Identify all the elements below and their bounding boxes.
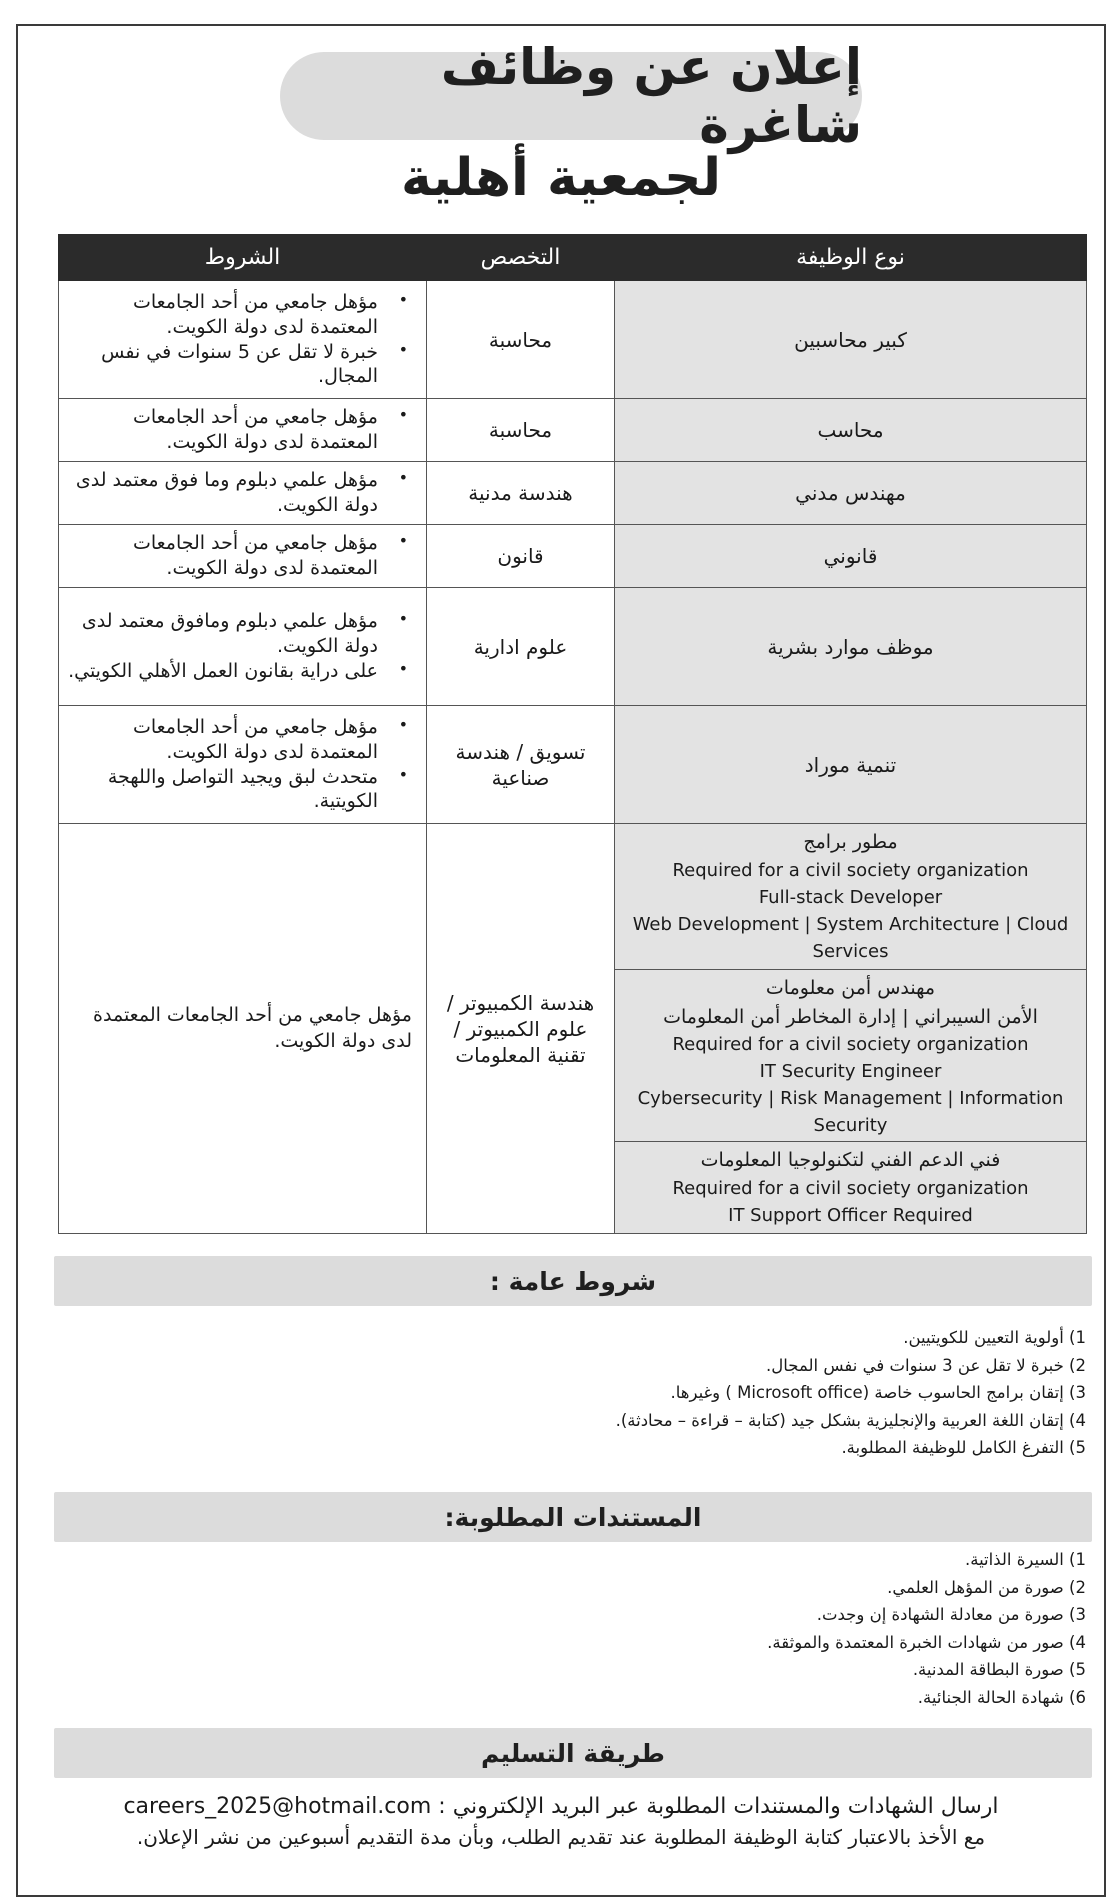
- required-documents-title: المستندات المطلوبة:: [54, 1492, 1092, 1542]
- job-conditions: [59, 462, 427, 525]
- list-item: 2) صورة من المؤهل العلمي.: [887, 1577, 1086, 1597]
- job-conditions: مؤهل جامعي من أحد الجامعات المعتمدة لدى دولة الكويت.: [59, 824, 427, 1234]
- job-conditions: [59, 399, 427, 462]
- job-conditions: [59, 588, 427, 706]
- it-job-developer: مطور برامج Required for a civil society organization Full-stack Developer Web Development | System Architecture | Cloud Services: [615, 824, 1086, 970]
- list-item: 5) التفرغ الكامل للوظيفة المطلوبة.: [841, 1438, 1086, 1457]
- table-row: [59, 462, 1087, 525]
- it-job-security-engineer: مهندس أمن معلومات الأمن السيبراني | إدارة المخاطر أمن المعلومات Required for a civil society organization IT Security Engineer Cybersecurity | Risk Management | Information Security: [615, 970, 1086, 1142]
- job-specialization: علوم ادارية: [427, 588, 615, 706]
- job-specialization: هندسة مدنية: [427, 462, 615, 525]
- table-row: [59, 588, 1087, 706]
- list-item: 6) شهادة الحالة الجنائية.: [917, 1687, 1086, 1707]
- list-item: 3) إتقان برامج الحاسوب خاصة (Microsoft office ) وغيرها.: [670, 1383, 1086, 1402]
- condition-item: • على دراية بقانون العمل الأهلي الكويتي.: [65, 659, 412, 684]
- job-title: تنمية موراد: [615, 706, 1087, 824]
- list-item: 2) خبرة لا تقل عن 3 سنوات في نفس المجال.: [766, 1355, 1086, 1375]
- condition-item: • مؤهل علمي دبلوم ومافوق معتمد لدى دولة الكويت.: [65, 609, 412, 658]
- general-conditions-title: شروط عامة :: [54, 1256, 1092, 1306]
- header-conditions: الشروط: [59, 235, 427, 281]
- list-item: 4) إتقان اللغة العربية والإنجليزية بشكل جيد (كتابة – قراءة – محادثة).: [615, 1410, 1086, 1430]
- contact-email: careers_2025@hotmail.com: [123, 1794, 432, 1819]
- delivery-instructions: [58, 1792, 1064, 1852]
- condition-item: • مؤهل جامعي من أحد الجامعات المعتمدة لدى دولة الكويت.: [65, 290, 412, 339]
- job-specialization: هندسة الكمبيوتر / علوم الكمبيوتر / تقنية المعلومات: [427, 824, 615, 1234]
- job-specialization: محاسبة: [427, 399, 615, 462]
- condition-item: • مؤهل جامعي من أحد الجامعات المعتمدة لدى دولة الكويت.: [65, 531, 412, 580]
- job-specialization: قانون: [427, 525, 615, 588]
- table-row: [59, 281, 1087, 399]
- required-documents-list: [767, 1546, 1086, 1711]
- advertisement-frame: [16, 24, 1106, 1897]
- list-item: 5) صورة البطاقة المدنية.: [912, 1660, 1086, 1679]
- delivery-method-title: طريقة التسليم: [54, 1728, 1092, 1778]
- job-title: قانوني: [615, 525, 1087, 588]
- condition-item: • مؤهل جامعي من أحد الجامعات المعتمدة لدى دولة الكويت.: [65, 405, 412, 454]
- it-job-support-officer: فني الدعم الفني لتكنولوجيا المعلومات Required for a civil society organization IT Support Officer Required: [672, 1149, 1029, 1226]
- list-item: 1) السيرة الذاتية.: [964, 1550, 1086, 1569]
- table-header-row: [59, 235, 1087, 281]
- job-conditions: [59, 706, 427, 824]
- list-item: 1) أولوية التعيين للكويتيين.: [903, 1328, 1086, 1347]
- job-conditions: [59, 525, 427, 588]
- jobs-table: [58, 234, 1087, 1234]
- table-row: [59, 399, 1087, 462]
- job-title: مهندس مدني: [615, 462, 1087, 525]
- header-job-type: نوع الوظيفة: [615, 235, 1087, 281]
- header-specialization: التخصص: [427, 235, 615, 281]
- condition-item: • مؤهل علمي دبلوم وما فوق معتمد لدى دولة الكويت.: [65, 468, 412, 517]
- condition-item: • خبرة لا تقل عن 5 سنوات في نفس المجال.: [65, 340, 412, 389]
- job-title: موظف موارد بشرية: [615, 588, 1087, 706]
- condition-item: • مؤهل جامعي من أحد الجامعات المعتمدة لدى دولة الكويت.: [65, 715, 412, 764]
- job-specialization: محاسبة: [427, 281, 615, 399]
- condition-item: • متحدث لبق ويجيد التواصل واللهجة الكويتية.: [65, 765, 412, 814]
- page-subtitle: لجمعية أهلية: [401, 148, 721, 208]
- delivery-line-1: ارسال الشهادات والمستندات المطلوبة عبر البريد الإلكتروني : careers_2025@hotmail.com: [123, 1794, 999, 1819]
- table-row: [59, 706, 1087, 824]
- table-row: [59, 525, 1087, 588]
- delivery-line-2: مع الأخذ بالاعتبار كتابة الوظيفة المطلوبة عند تقديم الطلب، وبأن مدة التقديم أسبوعين من نشر الإعلان.: [136, 1825, 986, 1849]
- general-conditions-list: [616, 1324, 1086, 1462]
- job-conditions: [59, 281, 427, 399]
- job-specialization: تسويق / هندسة صناعية: [427, 706, 615, 824]
- job-title: كبير محاسبين: [615, 281, 1087, 399]
- list-item: 4) صور من شهادات الخبرة المعتمدة والموثقة.: [767, 1632, 1086, 1652]
- job-title: محاسب: [615, 399, 1087, 462]
- table-row-it: [59, 824, 1087, 1234]
- page-title: إعلان عن وظائف شاغرة: [280, 52, 862, 140]
- it-jobs-cell: [615, 824, 1087, 1234]
- list-item: 3) صورة من معادلة الشهادة إن وجدت.: [816, 1605, 1086, 1624]
